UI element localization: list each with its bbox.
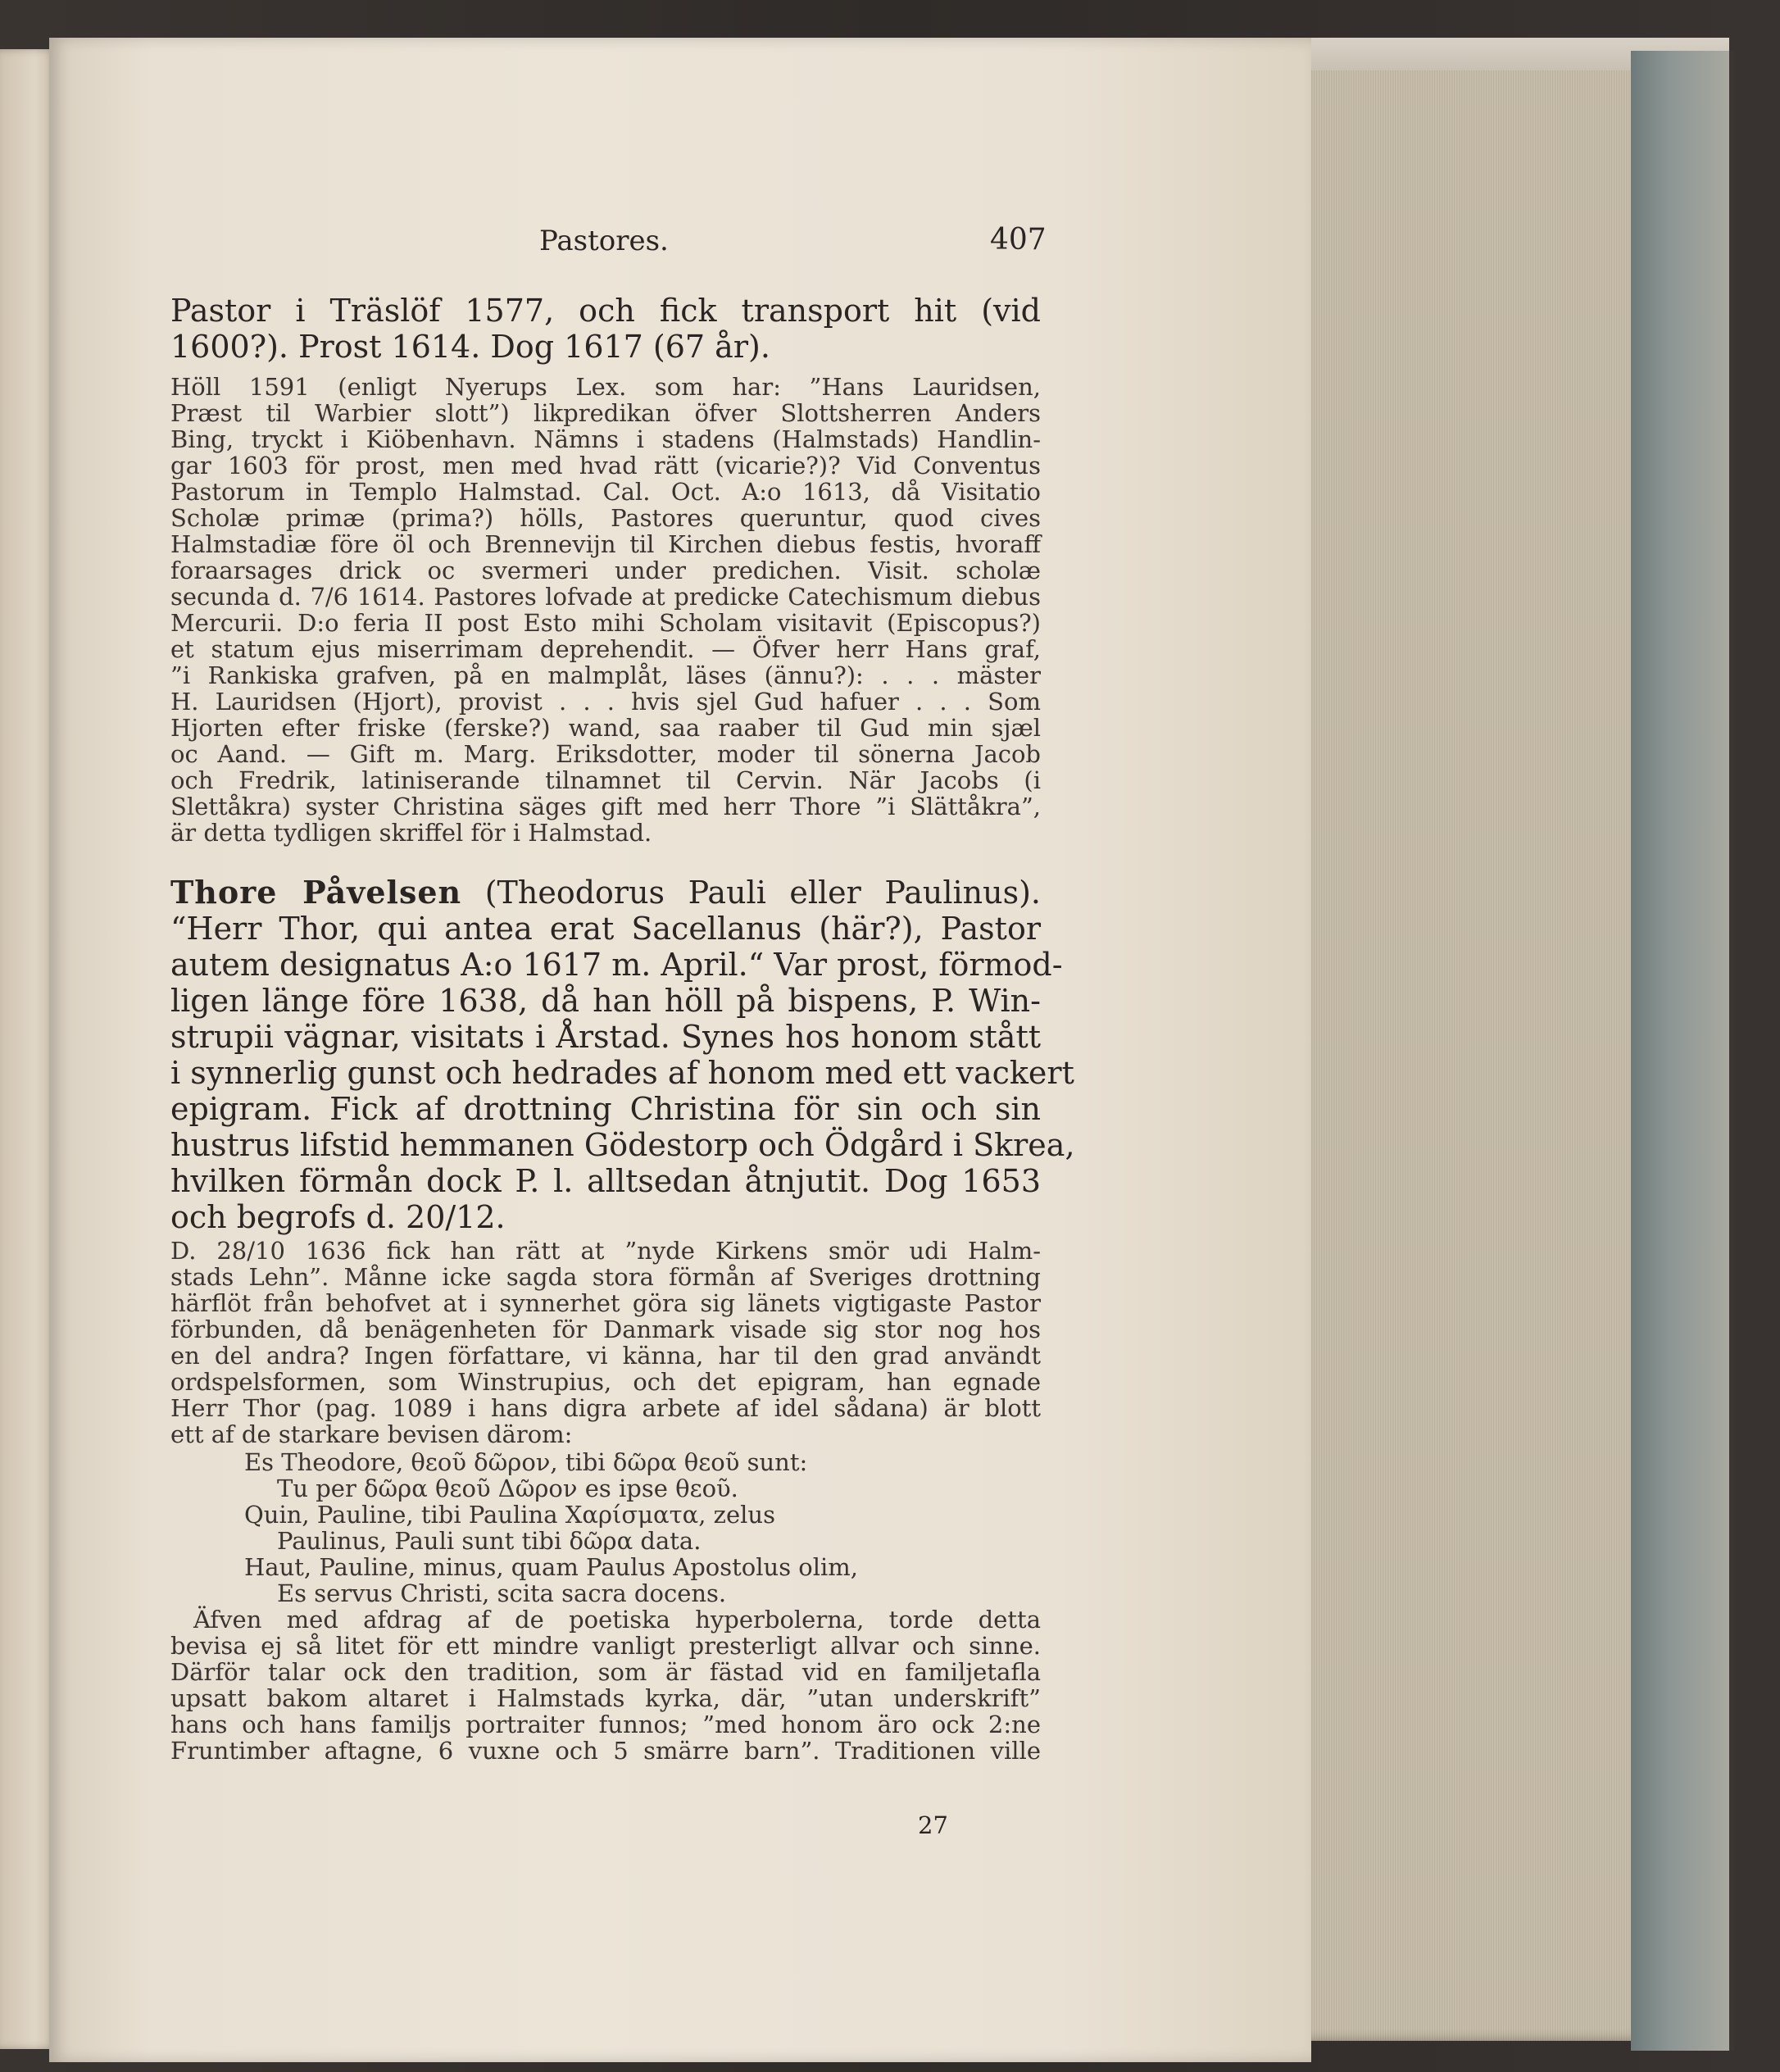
entry-name: Thore Påvelsen <box>170 874 462 911</box>
text-line: Thore Påvelsen (Theodorus Pauli eller Paulinus). <box>170 874 1041 911</box>
text-line: hustrus lifstid hemmanen Gödestorp och Ödgård i Skrea, <box>170 1127 1075 1163</box>
running-head: Pastores. <box>539 225 669 257</box>
page-text <box>49 38 1311 2062</box>
text-line: bevisa ej så litet för ett mindre vanligt presterligt allvar och sinne. <box>170 1632 1041 1660</box>
text-line: är detta tydligen skriffel för i Halmstad. <box>170 819 652 847</box>
text-line: foraarsages drick oc svermeri under predichen. Visit. scholæ <box>170 557 1041 584</box>
page-number: 407 <box>990 223 1047 257</box>
text-line: ”i Rankiska grafven, på en malmplåt, läses (ännu?): . . . mäster <box>170 661 1041 689</box>
text-line: upsatt bakom altaret i Halmstads kyrka, där, ”utan underskrift” <box>170 1684 1041 1712</box>
text-line: strupii vägnar, visitats i Årstad. Synes hos honom stått <box>170 1019 1041 1055</box>
text-line: ett af de starkare bevisen därom: <box>170 1420 573 1448</box>
text-line: Tu per δῶρα θεοῦ Δῶρον es ipse θεοῦ. <box>277 1474 738 1502</box>
text-line: ligen länge före 1638, då han höll på bispens, P. Win- <box>170 983 1041 1019</box>
text-line: Bing, tryckt i Kiöbenhavn. Nämns i stadens (Halmstads) Handlin- <box>170 425 1041 453</box>
text-line: Es servus Christi, scita sacra docens. <box>277 1579 727 1607</box>
text-line: Pastorum in Templo Halmstad. Cal. Oct. A:o 1613, då Visitatio <box>170 478 1041 506</box>
text-line: D. 28/10 1636 fick han rätt at ”nyde Kirkens smör udi Halm- <box>170 1237 1041 1265</box>
text-line: Halmstadiæ före öl och Brennevijn til Kirchen diebus festis, hvoraff <box>170 530 1041 558</box>
text-line: Scholæ primæ (prima?) hölls, Pastores queruntur, quod cives <box>170 504 1041 532</box>
text-line: stads Lehn”. Månne icke sagda stora förmån af Sveriges drottning <box>170 1263 1041 1291</box>
text-line: Hjorten efter friske (ferske?) wand, saa raaber til Gud min sjæl <box>170 714 1041 742</box>
text-line: Herr Thor (pag. 1089 i hans digra arbete af idel sådana) är blott <box>170 1394 1041 1422</box>
text-line: Præst til Warbier slott”) likpredikan öfver Slottsherren Anders <box>170 399 1041 427</box>
text-line: och begrofs d. 20/12. <box>170 1199 506 1235</box>
text-line: Äfven med afdrag af de poetiska hyperbolerna, torde detta <box>193 1606 1041 1634</box>
text-line: et statum ejus miserrimam deprehendit. — Öfver herr Hans graf, <box>170 635 1041 663</box>
text-line: Därför talar ock den tradition, som är fästad vid en familjetafla <box>170 1658 1041 1686</box>
signature-mark: 27 <box>918 1811 948 1839</box>
text-line: en del andra? Ingen författare, vi känna, har til den grad användt <box>170 1342 1041 1370</box>
text-line: ordspelsformen, som Winstrupius, och det epigram, han egnade <box>170 1368 1041 1396</box>
text-line: Fruntimber aftagne, 6 vuxne och 5 smärre barn”. Traditionen ville <box>170 1737 1041 1765</box>
text-line: Höll 1591 (enligt Nyerups Lex. som har: ”Hans Lauridsen, <box>170 373 1041 401</box>
text-line: oc Aand. — Gift m. Marg. Eriksdotter, moder til sönerna Jacob <box>170 740 1041 768</box>
text-line: härflöt från behofvet at i synnerhet göra sig länets vigtigaste Pastor <box>170 1289 1041 1317</box>
text-line: hvilken förmån dock P. l. alltsedan åtnjutit. Dog 1653 <box>170 1163 1041 1199</box>
text-line: Haut, Pauline, minus, quam Paulus Apostolus olim, <box>244 1553 859 1581</box>
text-line: i synnerlig gunst och hedrades af honom med ett vackert <box>170 1055 1074 1091</box>
text-line: Pastor i Träslöf 1577, och fick transport hit (vid <box>170 293 1041 329</box>
text-line: och Fredrik, latiniserande tilnamnet til Cervin. När Jacobs (i <box>170 766 1041 794</box>
text-line: Quin, Pauline, tibi Paulina Χαρίσματα, zelus <box>244 1501 775 1529</box>
text-line: förbunden, då benägenheten för Danmark visade sig stor nog hos <box>170 1315 1041 1343</box>
text-line: secunda d. 7/6 1614. Pastores lofvade at predicke Catechismum diebus <box>170 583 1041 611</box>
text-line: 1600?). Prost 1614. Dog 1617 (67 år). <box>170 329 770 365</box>
text-line: epigram. Fick af drottning Christina för sin och sin <box>170 1091 1041 1127</box>
text-line: Slettåkra) syster Christina säges gift med herr Thore ”i Slättåkra”, <box>170 793 1041 820</box>
text-line: autem designatus A:o 1617 m. April.“ Var prost, förmod- <box>170 947 1063 983</box>
text-line: hans och hans familjs portraiter funnos; ”med honom äro ock 2:ne <box>170 1711 1041 1738</box>
text-line: Paulinus, Pauli sunt tibi δῶρα data. <box>277 1527 702 1555</box>
text-line: Es Theodore, θεοῦ δῶρον, tibi δῶρα θεοῦ sunt: <box>244 1448 808 1476</box>
page-block-fore-edge <box>1262 49 1641 2041</box>
text-line: “Herr Thor, qui antea erat Sacellanus (här?), Pastor <box>170 911 1041 947</box>
text-line: Mercurii. D:o feria II post Esto mihi Scholam visitavit (Episcopus?) <box>170 609 1041 637</box>
text-line: gar 1603 för prost, men med hvad rätt (vicarie?)? Vid Conventus <box>170 452 1041 479</box>
book-page <box>49 38 1311 2062</box>
book-cover <box>1631 51 1734 2051</box>
text-line: H. Lauridsen (Hjort), provist . . . hvis sjel Gud hafuer . . . Som <box>170 688 1041 716</box>
